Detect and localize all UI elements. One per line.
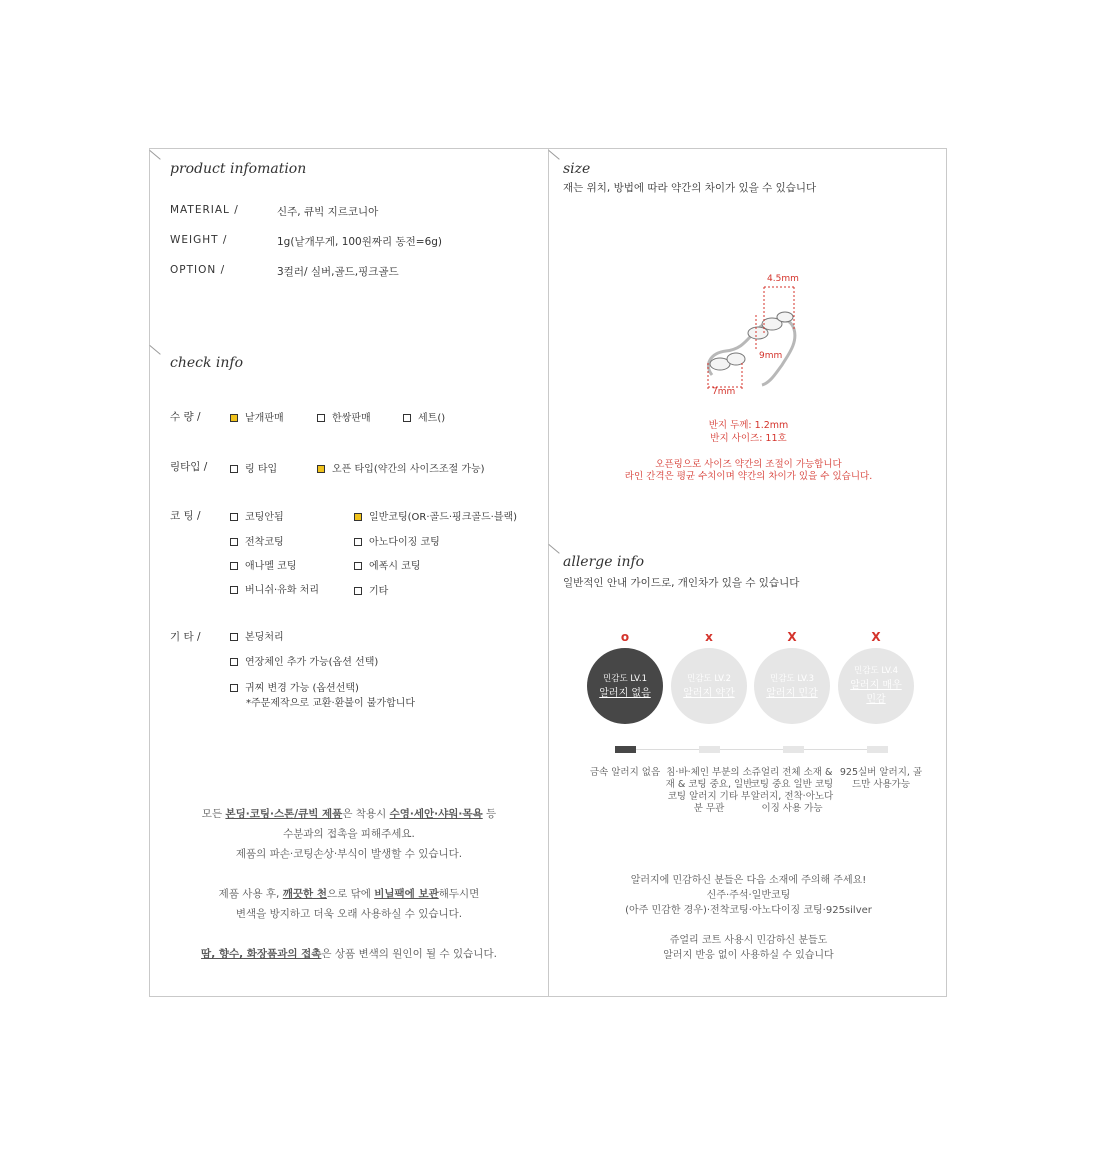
level-3-circle: 민감도 LV.3 알러지 민감 — [754, 648, 830, 724]
checkbox — [230, 684, 238, 692]
dim-top: 4.5mm — [767, 274, 799, 284]
coating-option: 전착코팅 — [230, 533, 284, 548]
coating-option: 일반코팅(OR·골드·핑크골드·블랙) — [354, 508, 517, 523]
etc-option: 연장체인 추가 가능(옵션 선택) — [230, 653, 378, 668]
checkbox — [354, 562, 362, 570]
ring-size: 반지 사이즈: 11호 — [710, 433, 787, 444]
level-mark: o — [620, 630, 630, 644]
care-line: 수분과의 접촉을 피해주세요. — [283, 828, 415, 840]
level-mark: X — [787, 630, 797, 644]
size-heading: size — [563, 161, 591, 177]
level-4-circle: 민감도 LV.4 알러지 매우 민감 — [838, 648, 914, 724]
level-desc: 침·바·체인 부분의 소재 & 코팅 중요, 일반 코팅 알러지 기타 부분 무관 — [665, 767, 753, 814]
level-segment — [699, 746, 720, 753]
info-card — [149, 148, 947, 997]
level-desc: 쥬얼리 전체 소재 & 코팅 중요 일반 코팅 알러지, 전착·아노다이징 사용 가능 — [750, 767, 834, 814]
level-desc: 925실버 알러지, 골드만 사용가능 — [839, 767, 923, 790]
checkbox-checked — [317, 465, 325, 473]
allergy-note-line: 알러지 반응 없이 사용하실 수 있습니다 — [663, 950, 834, 961]
weight-value: 1g(낱개무게, 100원짜리 동전=6g) — [277, 236, 443, 248]
dim-bottom: 7mm — [712, 387, 736, 397]
level-segment — [867, 746, 888, 753]
quantity-label: 수 량 / — [170, 411, 201, 423]
coating-option: 아노다이징 코팅 — [354, 533, 440, 548]
checkbox — [230, 465, 238, 473]
checkbox — [230, 586, 238, 594]
coating-option: 에폭시 코팅 — [354, 557, 420, 572]
allergy-heading: allerge info — [563, 554, 645, 570]
checkbox — [354, 587, 362, 595]
option-value: 3컬러/ 실버,골드,핑크골드 — [277, 266, 399, 278]
material-key: MATERIAL / — [170, 204, 239, 216]
dim-mid: 9mm — [759, 351, 783, 361]
coating-option: 기타 — [354, 582, 388, 597]
etc-option: 귀찌 변경 가능 (옵션선택) — [230, 679, 359, 694]
coating-option: 코팅안됨 — [230, 508, 284, 523]
level-mark: X — [871, 630, 881, 644]
size-note-1: 오픈링으로 사이즈 약간의 조절이 가능합니다 — [655, 459, 842, 470]
checkbox-checked — [230, 414, 238, 422]
corner-mark — [548, 544, 559, 554]
checkbox — [230, 538, 238, 546]
quantity-option: 세트() — [403, 409, 445, 424]
stone — [777, 312, 793, 322]
checkbox — [317, 414, 325, 422]
corner-mark — [548, 150, 559, 160]
checkbox — [230, 658, 238, 666]
coating-option: 버니쉬·유화 처리 — [230, 581, 319, 596]
care-line: 모든 본딩·코팅·스톤/큐빅 제품은 착용시 수영·세안·샤워·목욕 등 — [201, 808, 497, 820]
weight-key: WEIGHT / — [170, 234, 228, 246]
checkbox — [403, 414, 411, 422]
size-subtitle: 재는 위치, 방법에 따라 약간의 차이가 있을 수 있습니다 — [563, 182, 817, 194]
etc-label: 기 타 / — [170, 631, 201, 643]
care-line: 제품 사용 후, 깨끗한 천으로 닦에 비닐팩에 보관해두시면 — [218, 888, 480, 900]
coating-label: 코 팅 / — [170, 510, 201, 522]
product-info-heading: product infomation — [170, 161, 307, 177]
ring-type-option: 오픈 타입(약간의 사이즈조절 가능) — [317, 460, 485, 475]
quantity-option: 낱개판매 — [230, 409, 284, 424]
allergy-note-line: 쥬얼리 코트 사용시 민감하신 분들도 — [669, 935, 828, 946]
corner-mark — [149, 150, 160, 160]
level-2-circle: 민감도 LV.2 알러지 약간 — [671, 648, 747, 724]
quantity-option: 한쌍판매 — [317, 409, 371, 424]
allergy-note-line: 신주·주석·일반코팅 — [706, 890, 791, 901]
level-track — [625, 749, 877, 750]
allergy-subtitle: 일반적인 안내 가이드로, 개인차가 있을 수 있습니다 — [563, 577, 800, 589]
checkbox — [230, 513, 238, 521]
level-desc: 금속 알러지 없음 — [589, 767, 661, 778]
etc-option: 본딩처리 — [230, 628, 284, 643]
care-line: 제품의 파손·코팅손상·부식이 발생할 수 있습니다. — [235, 848, 463, 860]
checkbox-checked — [354, 513, 362, 521]
checkbox — [354, 538, 362, 546]
level-1-circle: 민감도 LV.1 알러지 없음 — [587, 648, 663, 724]
column-divider — [548, 149, 549, 996]
ring-type-option: 링 타입 — [230, 460, 277, 475]
option-key: OPTION / — [170, 264, 226, 276]
care-line: 땀, 향수, 화장품과의 접촉은 상품 변색의 원인이 될 수 있습니다. — [201, 948, 497, 960]
checkbox — [230, 633, 238, 641]
level-segment-active — [615, 746, 636, 753]
coating-option: 애나멜 코팅 — [230, 557, 296, 572]
ring-diagram — [690, 267, 830, 402]
allergy-note-line: 알러지에 민감하신 분들은 다음 소재에 주의해 주세요! — [630, 875, 867, 886]
material-value: 신주, 큐빅 지르코니아 — [277, 206, 379, 218]
ring-type-label: 링타입 / — [170, 461, 208, 473]
check-info-heading: check info — [170, 355, 244, 371]
size-note-2: 라인 간격은 평균 수치이며 약간의 차이가 있을 수 있습니다. — [624, 471, 873, 482]
checkbox — [230, 562, 238, 570]
corner-mark — [149, 345, 160, 355]
order-note: *주문제작으로 교환·환불이 불가합니다 — [246, 698, 416, 709]
care-line: 변색을 방지하고 더욱 오래 사용하실 수 있습니다. — [235, 908, 463, 920]
level-segment — [783, 746, 804, 753]
level-mark: x — [705, 630, 713, 644]
allergy-note-line: (아주 민감한 경우)·전착코팅·아노다이징 코팅·925silver — [625, 905, 872, 916]
ring-thickness: 반지 두께: 1.2mm — [708, 420, 789, 431]
